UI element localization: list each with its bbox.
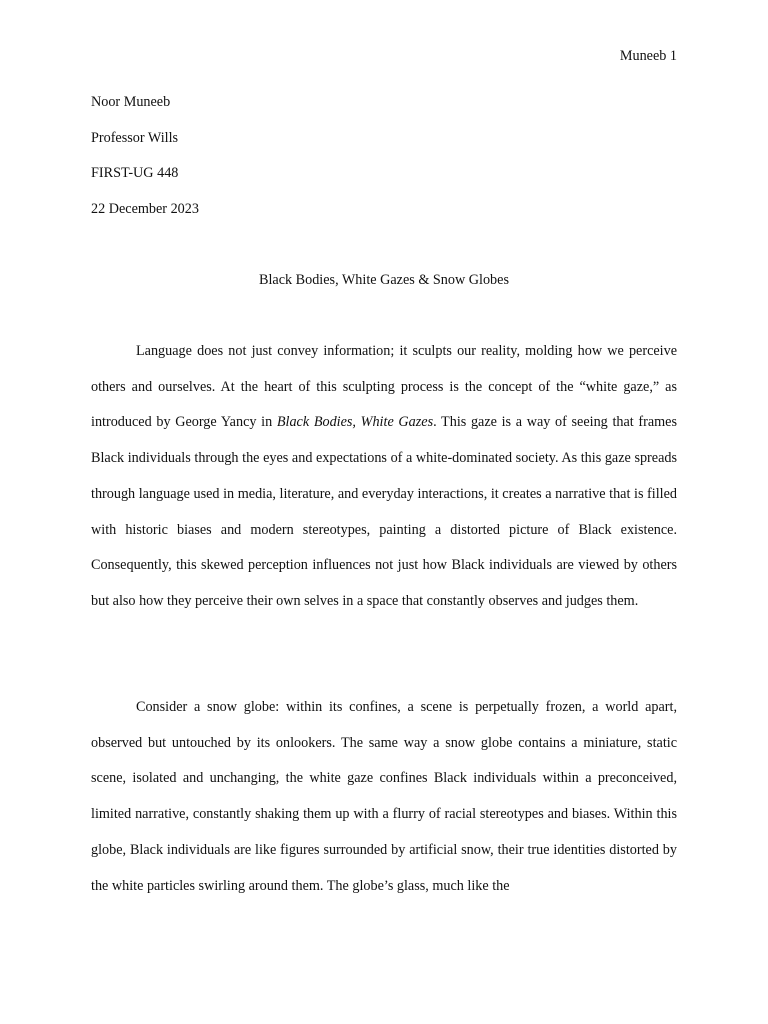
paragraph-1-book-title: Black Bodies, White Gazes xyxy=(276,414,434,431)
author-name: Noor Muneeb xyxy=(91,94,171,110)
paragraph-1-text-b: . This gaze is a way of seeing that frames Black individuals through the eyes and expectations of a white-dominated society. As this gaze spreads through language used in media, literature, and everyday interactions, it creates a narrative that is filled with historic biases and modern stereotypes, painting a distorted picture of Black existence. Consequently, this skewed perception influences not just how Black individuals are viewed by others but also how they perceive their own selves in a space that constantly observes and judges them. xyxy=(91,414,677,609)
essay-title: Black Bodies, White Gazes & Snow Globes xyxy=(259,272,509,288)
paragraph-2: Consider a snow globe: within its confines, a scene is perpetually frozen, a world apart, observed but untouched by its onlookers. The same way a snow globe contains a miniature, static scene, isolated and unchanging, the white gaze confines Black individuals within a preconceived, limited narrative, constantly shaking them up with a flurry of racial stereotypes and biases. Within this globe, Black individuals are like figures surrounded by artificial snow, their true identities distorted by the white particles swirling around them. The globe’s glass, much like the xyxy=(91,699,677,894)
course-code: FIRST-UG 448 xyxy=(91,165,179,182)
running-head: Muneeb 1 xyxy=(619,48,677,64)
mla-header xyxy=(91,92,199,235)
instructor-name: Professor Wills xyxy=(91,129,179,146)
paragraph-1-text-a: Language does not just convey information; it sculpts our reality, molding how we perceive others and ourselves. At the heart of this sculpting process is the concept of the “white gaze,” as introduced by George Yancy in xyxy=(91,343,677,431)
date: 22 December 2023 xyxy=(91,201,199,218)
paragraph-1 xyxy=(91,334,677,620)
